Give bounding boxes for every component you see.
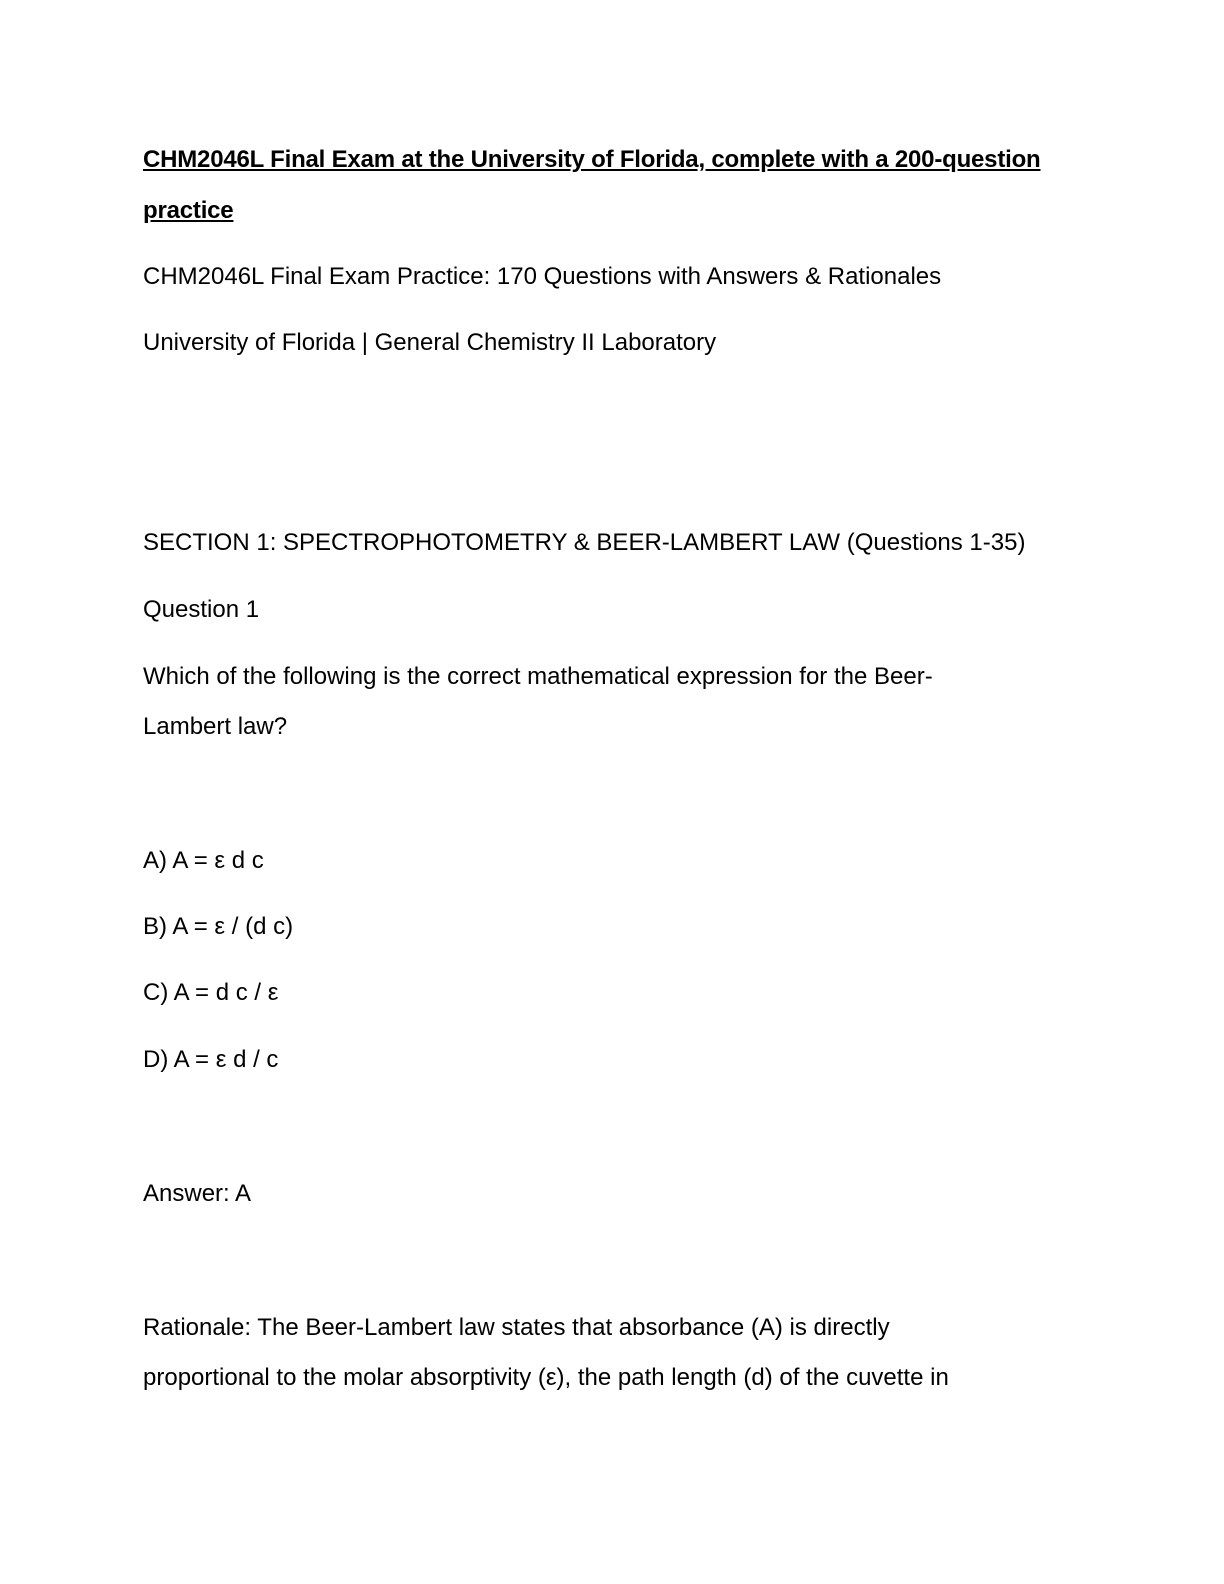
rationale-line-2: proportional to the molar absorptivity (ε), the path length (d) of the cuvette in (143, 1364, 949, 1391)
question-label: Question 1 (143, 596, 260, 623)
question-text-line-1: Which of the following is the correct mathematical expression for the Beer- (143, 663, 933, 690)
document-subtitle: CHM2046L Final Exam Practice: 170 Questions with Answers & Rationales (143, 263, 942, 290)
rationale-line-1: Rationale: The Beer-Lambert law states that absorbance (A) is directly (143, 1314, 890, 1341)
document-title-line-1: CHM2046L Final Exam at the University of Florida, complete with a 200-question (143, 146, 1041, 173)
question-text-line-2: Lambert law? (143, 713, 288, 740)
course-line: University of Florida | General Chemistry II Laboratory (143, 329, 717, 356)
section-heading: SECTION 1: SPECTROPHOTOMETRY & BEER-LAMBERT LAW (Questions 1-35) (143, 529, 1026, 556)
answer-line: Answer: A (143, 1180, 252, 1207)
option-a: A) A = ε d c (143, 847, 264, 874)
document-title-line-2: practice (143, 197, 234, 224)
option-b: B) A = ε / (d c) (143, 913, 294, 940)
option-d: D) A = ε d / c (143, 1046, 279, 1073)
option-c: C) A = d c / ε (143, 979, 279, 1006)
